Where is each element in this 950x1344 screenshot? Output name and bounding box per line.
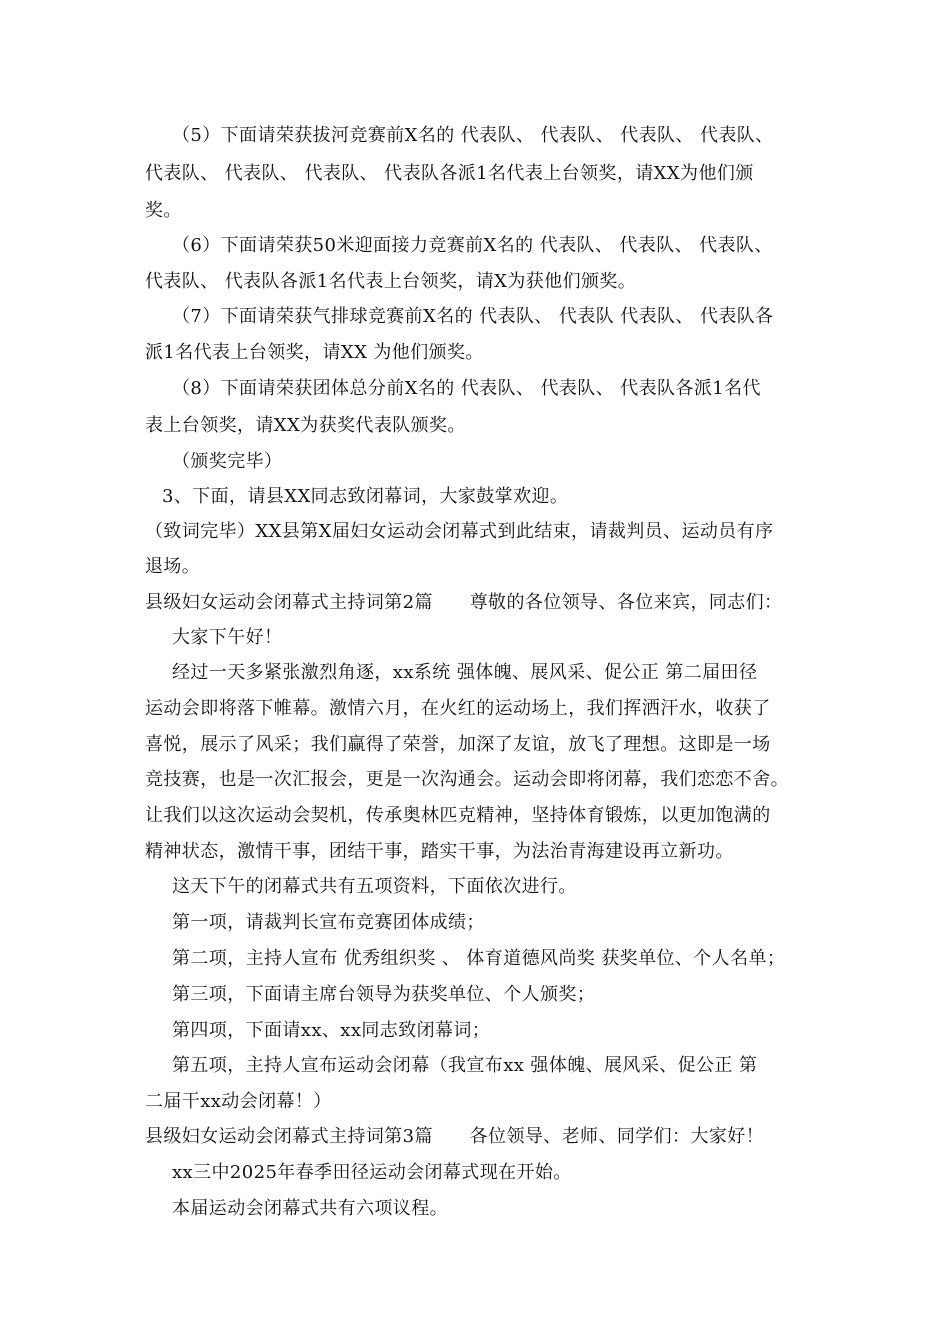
text-line: 精神状态，激情干事，团结干事，踏实干事，为法治青海建设再立新功。 xyxy=(145,841,734,862)
text-line: 退场。 xyxy=(145,556,201,577)
text-line: 第四项，下面请xx、xx同志致闭幕词； xyxy=(172,1020,491,1041)
text-line: 本届运动会闭幕式共有六项议程。 xyxy=(172,1198,448,1219)
text-line: 代表队、 代表队各派1名代表上台领奖，请X为获他们颁奖。 xyxy=(145,271,637,292)
text-line: （6）下面请荣获50米迎面接力竞赛前X名的 代表队、 代表队、 代表队、 xyxy=(172,235,773,256)
text-line: 二届干xx动会闭幕！） xyxy=(145,1091,332,1112)
text-line: （5）下面请荣获拔河竞赛前X名的 代表队、 代表队、 代表队、 代表队、 xyxy=(172,125,774,146)
text-line: 第三项，下面请主席台领导为获奖单位、个人颁奖； xyxy=(172,984,596,1005)
text-line: 竞技赛，也是一次汇报会，更是一次沟通会。运动会即将闭幕，我们恋恋不舍。 xyxy=(145,769,789,790)
text-line: 这天下午的闭幕式共有五项资料，下面依次进行。 xyxy=(172,876,577,897)
text-line: 代表队、 代表队、 代表队、 代表队各派1名代表上台领奖，请XX为他们颁 xyxy=(145,163,754,184)
text-line: 表上台领奖，请XX为获奖代表队颁奖。 xyxy=(145,415,466,436)
text-line: 让我们以这次运动会契机，传承奥林匹克精神，坚持体育锻炼，以更加饱满的 xyxy=(145,805,771,826)
text-line: 第二项，主持人宣布 优秀组织奖 、 体育道德风尚奖 获奖单位、个人名单； xyxy=(172,948,786,969)
text-line: 县级妇女运动会闭幕式主持词第3篇 各位领导、老师、同学们：大家好！ xyxy=(145,1126,765,1147)
text-line: 运动会即将落下帷幕。激情六月，在火红的运动场上，我们挥洒汗水，收获了 xyxy=(145,698,771,719)
text-line: 喜悦，展示了风采；我们赢得了荣誉，加深了友谊，放飞了理想。这即是一场 xyxy=(145,734,771,755)
text-line: 第一项，请裁判长宣布竞赛团体成绩； xyxy=(172,912,485,933)
text-line: xx三中2025年春季田径运动会闭幕式现在开始。 xyxy=(172,1162,572,1183)
text-line: （颁奖完毕） xyxy=(172,451,283,472)
text-line: 大家下午好！ xyxy=(172,627,283,648)
text-line: 派1名代表上台领奖，请XX 为他们颁奖。 xyxy=(145,342,484,363)
text-line: 县级妇女运动会闭幕式主持词第2篇 尊敬的各位领导、各位来宾，同志们： xyxy=(145,592,783,613)
text-line: 奖。 xyxy=(145,200,182,221)
text-line: 第五项，主持人宣布运动会闭幕（我宣布xx 强体魄、展风采、促公正 第 xyxy=(172,1055,758,1076)
text-line: （致词完毕）XX县第X届妇女运动会闭幕式到此结束，请裁判员、运动员有序 xyxy=(145,521,774,542)
text-line: 经过一天多紧张激烈角逐，xx系统 强体魄、展风采、促公正 第二届田径 xyxy=(172,662,758,683)
text-line: （7）下面请荣获气排球竞赛前X名的 代表队、 代表队 代表队、 代表队各 xyxy=(172,306,774,327)
text-line: （8）下面请荣获团体总分前X名的 代表队、 代表队、 代表队各派1名代 xyxy=(172,378,761,399)
text-line: 3、下面，请县XX同志致闭幕词，大家鼓掌欢迎。 xyxy=(162,486,569,507)
